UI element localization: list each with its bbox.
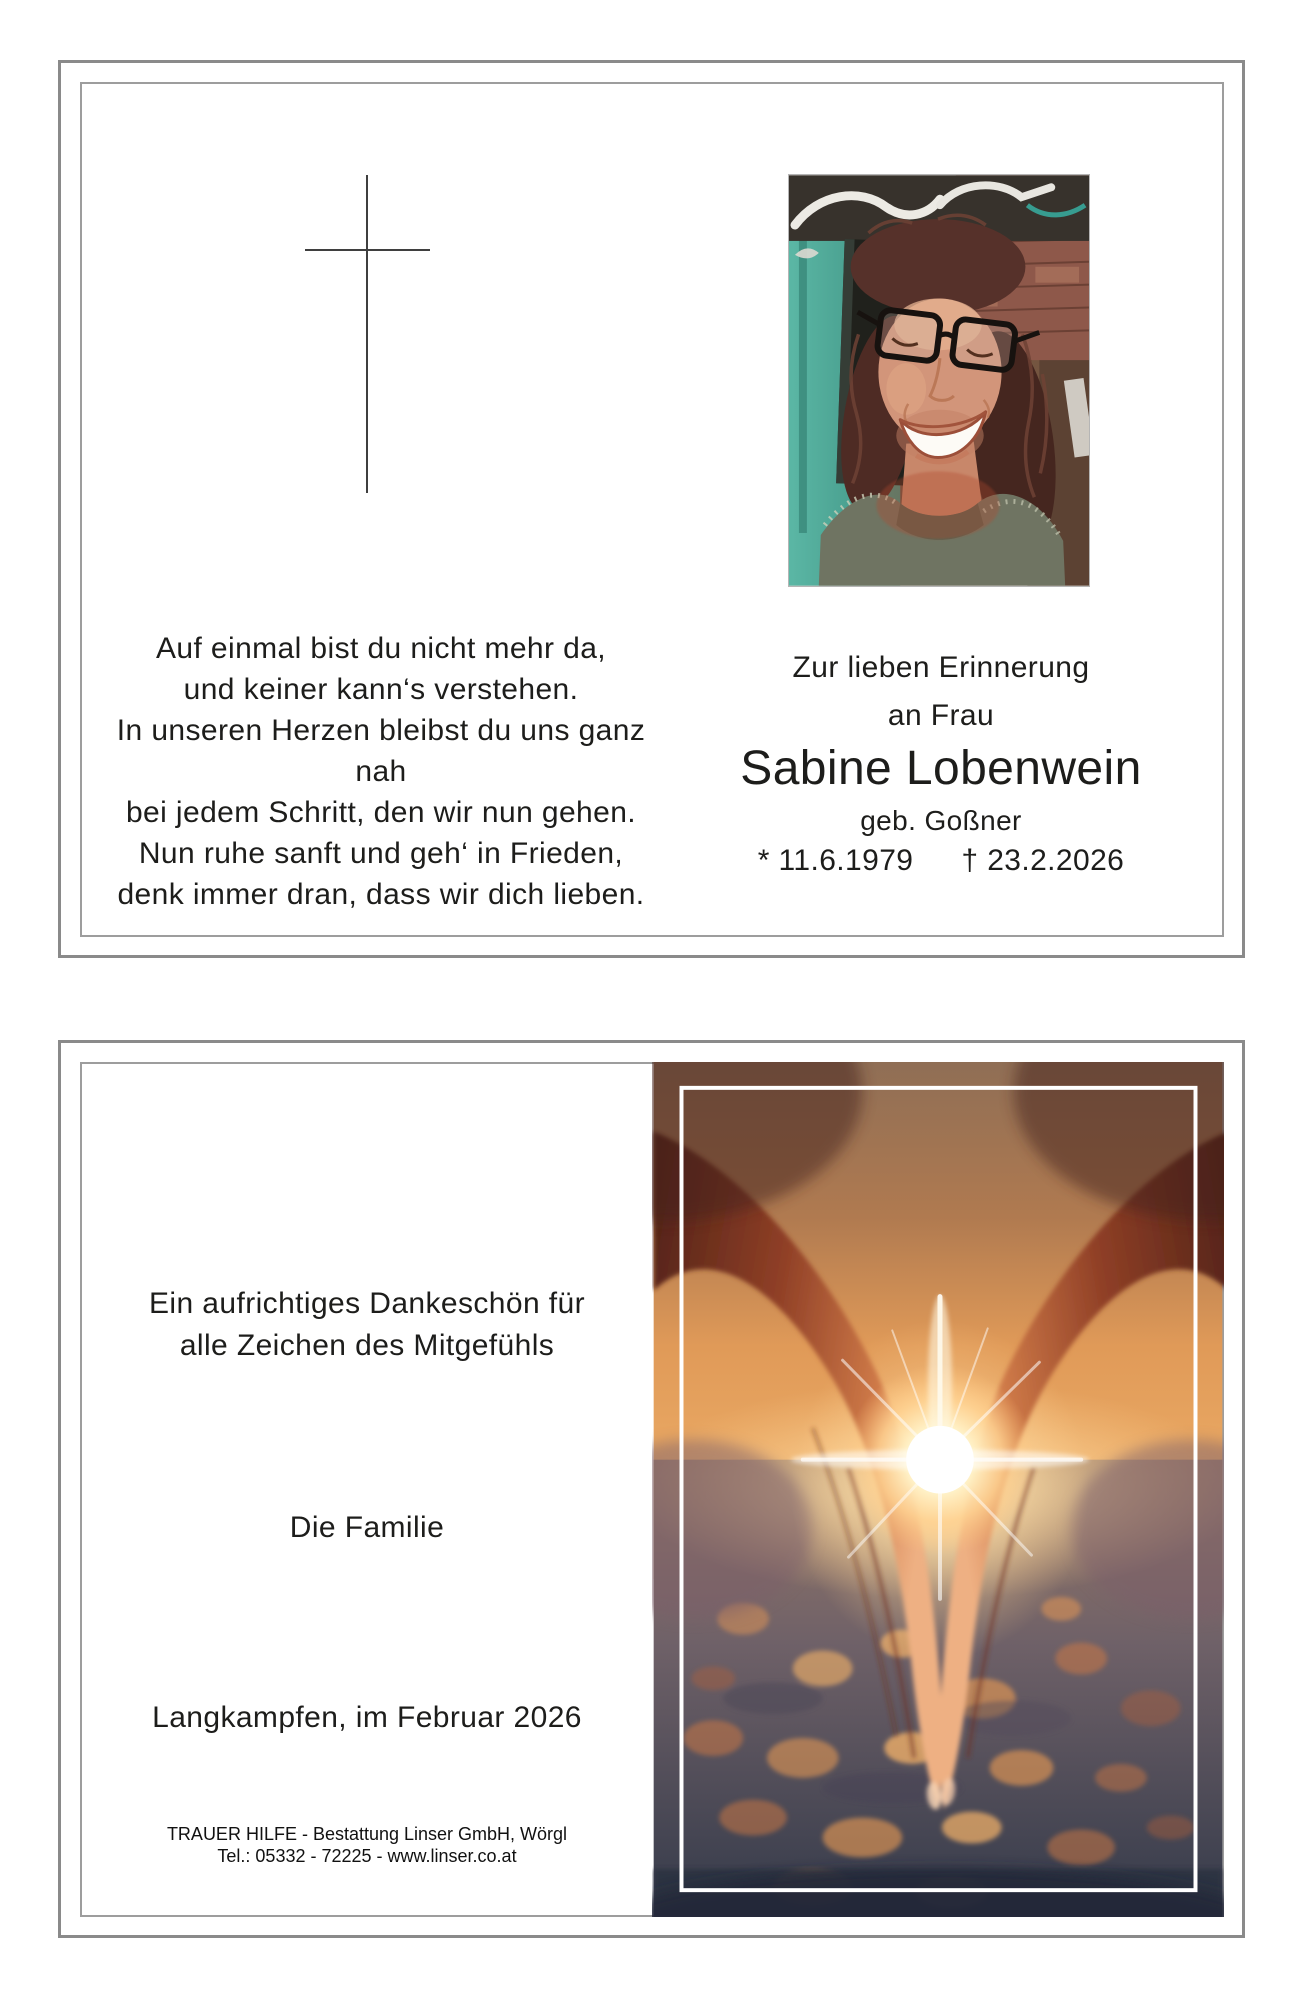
remembrance-line: an Frau bbox=[887, 699, 995, 732]
death-date: † 23.2.2026 bbox=[961, 844, 1125, 877]
family-signature: Die Familie bbox=[289, 1511, 445, 1544]
life-dates bbox=[721, 842, 1161, 880]
birth-date: * 11.6.1979 bbox=[757, 844, 914, 877]
poem-line: In unseren Herzen bleibst du uns ganz nah bbox=[116, 714, 646, 788]
maiden-name: geb. Goßner bbox=[860, 805, 1022, 836]
thanks-block bbox=[87, 1283, 647, 1367]
remembrance-line: Zur lieben Erinnerung bbox=[792, 651, 1090, 684]
cross-icon bbox=[366, 175, 368, 493]
poem-line: bei jedem Schritt, den wir nun gehen. bbox=[125, 796, 637, 829]
poem-line: Nun ruhe sanft und geh‘ in Frieden, bbox=[138, 837, 624, 870]
place-date: Langkampfen, im Februar 2026 bbox=[152, 1701, 582, 1734]
thanks-line: alle Zeichen des Mitgefühls bbox=[179, 1329, 555, 1362]
card-back bbox=[58, 1040, 1245, 1938]
funeral-home-info bbox=[87, 1823, 647, 1867]
poem bbox=[101, 628, 661, 915]
deceased-name: Sabine Lobenwein bbox=[740, 742, 1142, 795]
portrait-photo bbox=[788, 174, 1090, 587]
poem-line: und keiner kann‘s verstehen. bbox=[183, 673, 579, 706]
card-front bbox=[58, 60, 1245, 958]
funeral-home-name: TRAUER HILFE - Bestattung Linser GmbH, Wörgl bbox=[166, 1824, 568, 1844]
cross-icon-arm bbox=[305, 249, 430, 251]
thanks-line: Ein aufrichtiges Dankeschön für bbox=[149, 1287, 585, 1320]
poem-line: denk immer dran, dass wir dich lieben. bbox=[117, 878, 645, 911]
funeral-home-contact: Tel.: 05332 - 72225 - www.linser.co.at bbox=[217, 1846, 517, 1866]
poem-line: Auf einmal bist du nicht mehr da, bbox=[155, 632, 607, 665]
memorial-block bbox=[721, 648, 1161, 880]
heart-hands-photo bbox=[652, 1062, 1224, 1917]
